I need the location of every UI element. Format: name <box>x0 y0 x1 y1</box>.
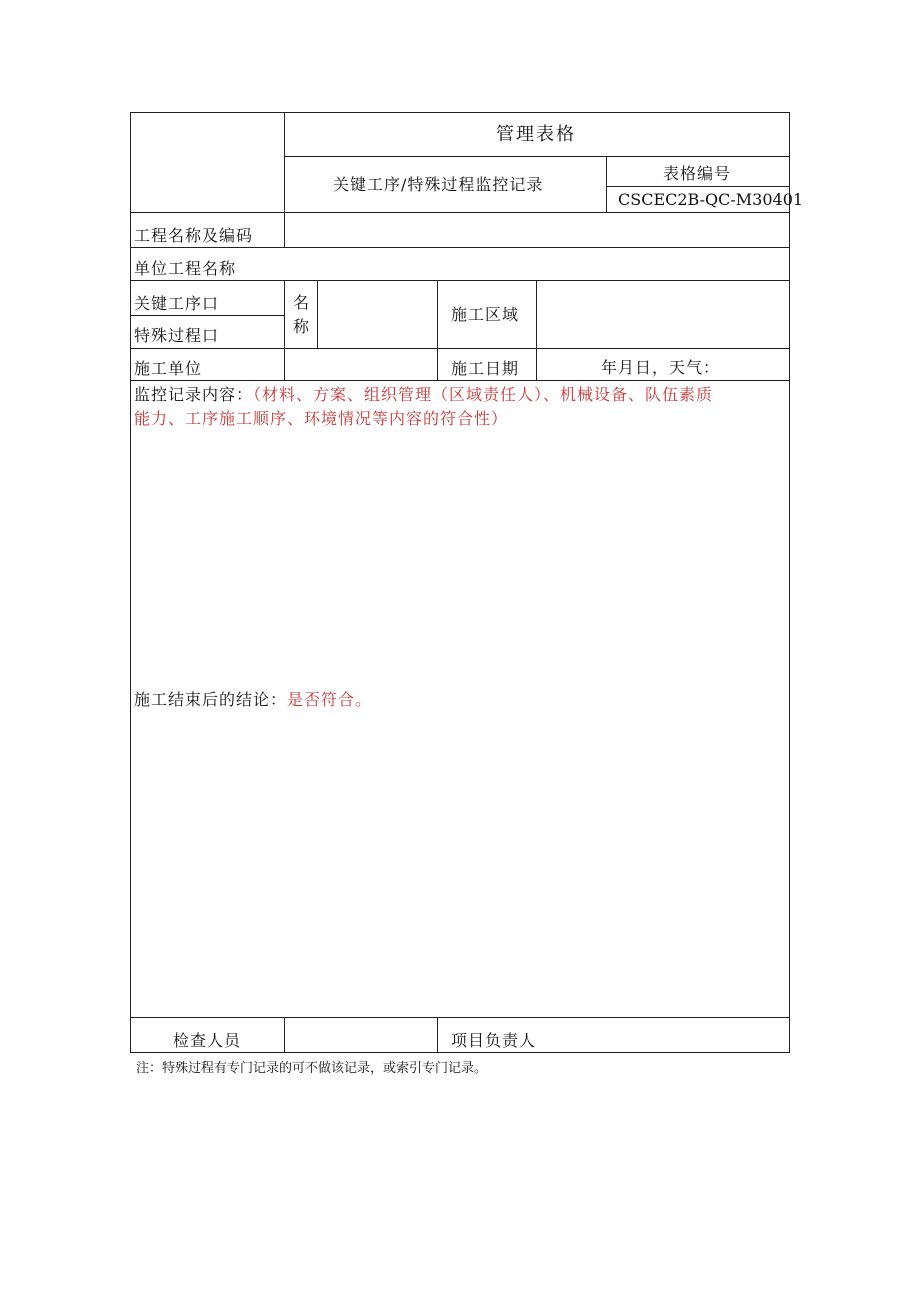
page-title: 管理表格 <box>496 124 576 145</box>
name-label-bottom: 称 <box>293 317 310 336</box>
divider <box>131 212 790 213</box>
monitor-label-text: 监控记录内容： <box>134 385 254 404</box>
form-code-value: CSCEC2B-QC-M30401 <box>618 190 804 209</box>
form-code-label: 表格编号 <box>663 164 732 183</box>
divider <box>437 1017 438 1053</box>
conclusion-hint: 是否符合。 <box>287 690 373 709</box>
divider <box>606 156 607 213</box>
divider <box>284 113 285 247</box>
footnote: 注：特殊过程有专门记录的可不做该记录，或索引专门记录。 <box>136 1061 488 1076</box>
construction-date-label: 施工日期 <box>451 359 520 378</box>
divider <box>131 1017 790 1018</box>
divider <box>536 280 537 380</box>
special-process-checkbox-label[interactable]: 特殊过程口 <box>134 326 220 345</box>
conclusion-label-text: 施工结束后的结论： <box>134 690 288 709</box>
manager-label: 项目负责人 <box>451 1031 537 1050</box>
monitor-hint-line1: （材料、方案、组织管理（区域责任人）、机械设备、队伍素质 <box>253 385 714 404</box>
form-table <box>130 112 804 1053</box>
divider <box>606 186 790 187</box>
project-name-label: 工程名称及编码 <box>134 226 254 245</box>
divider <box>131 380 790 381</box>
divider <box>131 348 790 349</box>
unit-project-label: 单位工程名称 <box>134 259 237 278</box>
divider <box>131 280 790 281</box>
date-weather-label: 年月日，天气： <box>601 358 721 377</box>
construction-unit-label: 施工单位 <box>134 359 203 378</box>
name-label-top: 名 <box>293 293 310 312</box>
monitor-label <box>134 385 713 405</box>
form-name: 关键工序/特殊过程监控记录 <box>333 175 544 194</box>
key-process-checkbox-label[interactable]: 关键工序口 <box>134 294 220 313</box>
inspector-label: 检查人员 <box>173 1031 242 1050</box>
area-label: 施工区域 <box>451 305 520 324</box>
divider <box>284 280 285 380</box>
divider <box>284 1017 285 1053</box>
divider <box>284 156 790 157</box>
conclusion-label <box>134 690 372 710</box>
divider <box>317 280 318 348</box>
monitor-hint-line2: 能力、工序施工顺序、环境情况等内容的符合性） <box>134 409 509 428</box>
divider <box>131 247 790 248</box>
divider <box>437 280 438 380</box>
divider <box>131 315 284 316</box>
